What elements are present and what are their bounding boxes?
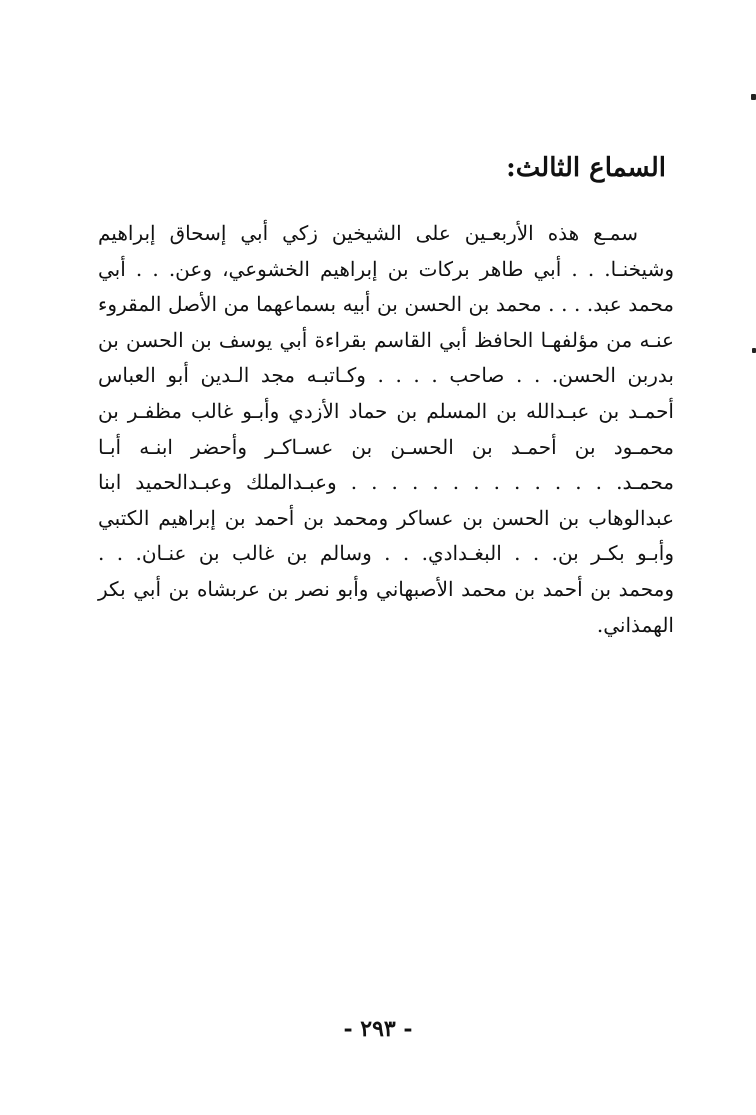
scan-edge-mark	[751, 94, 756, 100]
body-paragraph	[98, 216, 674, 643]
text-line: بدربن الحسن. . . صاحب . . . . وكـاتبـه مجد الـدين أبو العباس	[98, 363, 674, 388]
scan-edge-mark	[752, 348, 756, 353]
text-line: سمـع هذه الأربعـين على الشيخين زكي أبي إسحاق إبراهيم	[98, 221, 638, 245]
page-number: - ٢٩٣ -	[343, 1016, 413, 1042]
text-line: محمـود بن أحمـد بن الحسـن بن عسـاكـر وأحضر ابنـه أبـا	[98, 434, 674, 459]
text-line: محمد عبد. . . . محمد بن الحسن بن أبيه بسماعهما من الأصل المقروء	[98, 292, 674, 317]
text-line: أحمـد بن عبـدالله بن المسلم بن حماد الأزدي وأبـو غالب مظفـر بن	[98, 398, 674, 423]
section-heading: السماع الثالث:	[506, 153, 666, 183]
text-line: الهمذاني.	[596, 612, 674, 637]
text-line: وشيخنـا. . . أبي طاهر بركات بن إبراهيم الخشوعي، وعن. . . أبي	[98, 256, 674, 281]
text-line: ومحمد بن أحمد بن محمد الأصبهاني وأبو نصر بن عربشاه بن أبي بكر	[98, 576, 674, 601]
text-line: عبدالوهاب بن الحسن بن عساكر ومحمد بن أحمد بن إبراهيم الكتبي	[98, 505, 674, 530]
text-line: عنـه من مؤلفهـا الحافظ أبي القاسم بقراءة أبي يوسف بن الحسن بن	[98, 327, 674, 352]
text-line: محمـد. . . . . . . . . . . . . . وعبـدالملك وعبـدالحميد ابنا	[98, 470, 674, 495]
text-line: وأبـو بكـر بن. . . البغـدادي. . . وسالم بن غالب بن عنـان. . .	[98, 541, 674, 566]
